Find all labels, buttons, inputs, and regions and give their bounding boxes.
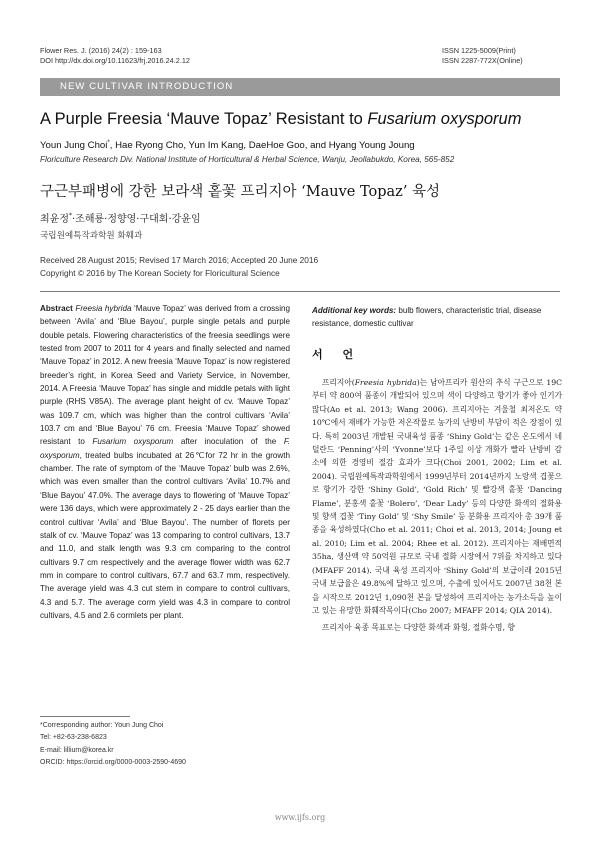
author-list bbox=[40, 140, 415, 151]
korean-authors bbox=[40, 210, 201, 225]
footnote-divider bbox=[40, 716, 130, 717]
corresponding-mark: * bbox=[107, 140, 110, 146]
introduction-heading: 서 언 bbox=[312, 348, 362, 361]
title-main: A Purple Freesia ‘Mauve Topaz’ Resistant to bbox=[40, 110, 368, 128]
abstract-species: Freesia hybrida bbox=[75, 304, 132, 313]
korean-corresponding-mark: * bbox=[68, 212, 72, 220]
issn-online: ISSN 2287-772X(Online) bbox=[442, 56, 523, 65]
abstract-text-2: after inoculation of the bbox=[173, 437, 284, 447]
abstract-text-1: ‘Mauve Topaz’ was derived from a crossing between ‘Avila’ and ‘Blue Bayou’, purple single petals and purple double petals. Flowering characteristics of the freesia seedlings were tested from 2007 to 2011 for 4 years and finally selected and named ‘Mauve Topaz’ in 2012. A new freesia ‘Mauve Topaz’ is now registered breeder’s right, in Korea Seed and Variety Service, in November, 2014. A Freesia ‘Mauve Topaz’ has single and middle petals with light purple (RHS V85A). The average plant height of cv. ‘Mauve Topaz’ was 109.7 cm, which was higher than the control cultivars ‘Avila’ 103.7 cm and ‘Blue Bayou’ 76 cm. Freesia ‘Mauve Topaz’ showed resistant to bbox=[40, 304, 291, 447]
korean-title: 구근부패병에 강한 보라색 홑꽃 프리지아 ‘Mauve Topaz’ 육성 bbox=[40, 184, 441, 200]
abstract-label: Abstract bbox=[40, 304, 73, 313]
abstract-text-3: , treated bulbs incubated at 26℃for 72 hr in the growth chamber. The rate of symptom of the ‘Mauve Topaz’ bulb was 2.6%, which was even smaller than the control cultivars ‘Avila’ 10.7% and ‘Blue Bayou’ 47.0%. The average days to flowering of ‘Mauve Topaz’ were 136 days, which were approximately 2 - 25 days earlier than the control cultivar ‘Avila’ and ‘Blue Bayou’. The number of florets per stalk of cv. ‘Mauve Topaz’ was 13 comparing to control cultivars, 13.7 and 11.0, and stalk length was 9.3 cm comparing to the control cultivars 9.7 cm respectively and the average flower width was 62.7 mm in compare to control cultivars, 67.7 and 63.7 mm, respectively. The average yield was 4.3 cut stem in compare to control cultivars, 4.3 and 5.7. The average corm yield was 4.3 in compare to control cultivars, 4.5 and 2.6 cormlets per plant. bbox=[40, 450, 290, 620]
intro-paragraph-1 bbox=[312, 376, 562, 617]
footnote bbox=[40, 720, 186, 769]
copyright-line: Copyright © 2016 by The Korean Society for Floricultural Science bbox=[40, 268, 280, 278]
issn-block bbox=[442, 46, 560, 66]
abstract-pathogen: Fusarium oxysporum bbox=[92, 437, 174, 447]
korean-affiliation: 국립원예특작과학원 화훼과 bbox=[40, 231, 143, 241]
korean-first-author: 최윤정 bbox=[40, 214, 69, 225]
email-link[interactable]: E-mail: lillium@korea.kr bbox=[40, 746, 114, 754]
article-title bbox=[40, 110, 570, 129]
issn-print: ISSN 1225-5009(Print) bbox=[442, 46, 516, 55]
affiliation: Floriculture Research Div. National Institute of Horticultural & Herbal Science, Wanju, Jeollabukdo, Korea, 565-852 bbox=[40, 155, 455, 164]
received-dates: Received 28 August 2015; Revised 17 March 2016; Accepted 20 June 2016 bbox=[40, 255, 319, 265]
first-author: Youn Jung Choi bbox=[40, 140, 108, 152]
keywords-text: bulb flowers, characteristic trial, disease resistance, domestic cultivar bbox=[312, 306, 542, 329]
keywords-label: Additional key words: bbox=[312, 306, 397, 315]
intro-text-a: 프리지아( bbox=[322, 378, 355, 387]
header-divider bbox=[40, 291, 560, 292]
journal-citation-block bbox=[40, 46, 190, 66]
abstract-pathogen-short: F. oxysporum bbox=[40, 437, 291, 460]
introduction-body bbox=[312, 376, 562, 639]
article-dates bbox=[40, 254, 318, 280]
intro-paragraph-2: 프리지아 육종 목표로는 다양한 화색과 화형, 절화수명, 향 bbox=[322, 623, 515, 633]
korean-other-authors: ·조해룡·정향영·구대회·강윤임 bbox=[71, 214, 201, 225]
intro-text-b: )는 남아프리카 원산의 추식 구근으로 19C 부터 약 800여 품종이 개발되어 있으며 색이 다양하고 향기가 좋아 인기가 많다(Ao et al. 2013; Wang 2006). 프리지아는 겨울철 최저온도 약 10℃에서 재배가 가능한 저온작물로 농가의 난방비 부담이 적은 장점이 있다. 특히 2003년 개발된 국내육성 품종 ‘Shiny Gold’는 같은 온도에서 네덜란드 ‘Penning’사의 ‘Yvonne’보다 1주일 이상 개화가 빨라 난방비 감소에 의한 경영비 절감 효과가 크다(Choi 2001, 2002; Lim et al. 2004). 국립원예특작과학원에서 1999년부터 2014년까지 노랑색 겹꽃으로 향기가 강한 ‘Shiny Gold’, ‘Gold Rich’ 및 빨강색 홑꽃 ‘Dancing Flame’, 분홍색 홑꽃 ‘Bolero’, ‘Dear Lady’ 등의 다양한 화색의 절화용 및 향색 겹꽃 ‘Tiny Gold’ 및 ‘Shy Smile’ 등 분화용 프리지아 총 39개 품종을 육성하였다(Cho et al. 2011; Choi et al. 2013, 2014; Joung et al. 2010; Lim et al. 2004; Rhee et al. 2012). 프리지아는 재배면적 35ha, 생산액 약 50억원 규모로 국내 절화 시장에서 7위를 차지하고 있다(MFAFF 2014). 국내 육성 프리지아 ‘Shiny Gold’의 보급이래 2015년 국내 보급율은 49.8%에 달하고 있으며, 수출에 있어서도 2007년 38천 본을 시작으로 2012년 1,090천 본을 달성하여 프리지아는 농가소득을 높이고 있는 유망한 화훼작목이다(Cho 2007; MFAFF 2014; QIA 2014). bbox=[312, 378, 562, 615]
corresponding-author: *Corresponding author: Youn Jung Choi bbox=[40, 722, 164, 729]
section-band: NEW CULTIVAR INTRODUCTION bbox=[40, 78, 560, 96]
page-footer-url[interactable]: www.ijfs.org bbox=[274, 813, 326, 822]
telephone: Tel: +82-63-238-6823 bbox=[40, 734, 107, 742]
intro-species: Freesia hybrida bbox=[354, 378, 417, 387]
keywords bbox=[312, 304, 562, 330]
doi-link[interactable]: DOI http://dx.doi.org/10.11623/frj.2016.24.2.12 bbox=[40, 56, 190, 65]
journal-citation: Flower Res. J. (2016) 24(2) : 159-163 bbox=[40, 46, 162, 55]
title-species: Fusarium oxysporum bbox=[367, 110, 522, 128]
abstract bbox=[40, 302, 290, 622]
orcid-link[interactable]: ORCID: https://orcid.org/0000-0003-2590-4690 bbox=[40, 758, 186, 766]
other-authors: , Hae Ryong Cho, Yun Im Kang, DaeHoe Goo, and Hyang Young Joung bbox=[109, 140, 415, 152]
